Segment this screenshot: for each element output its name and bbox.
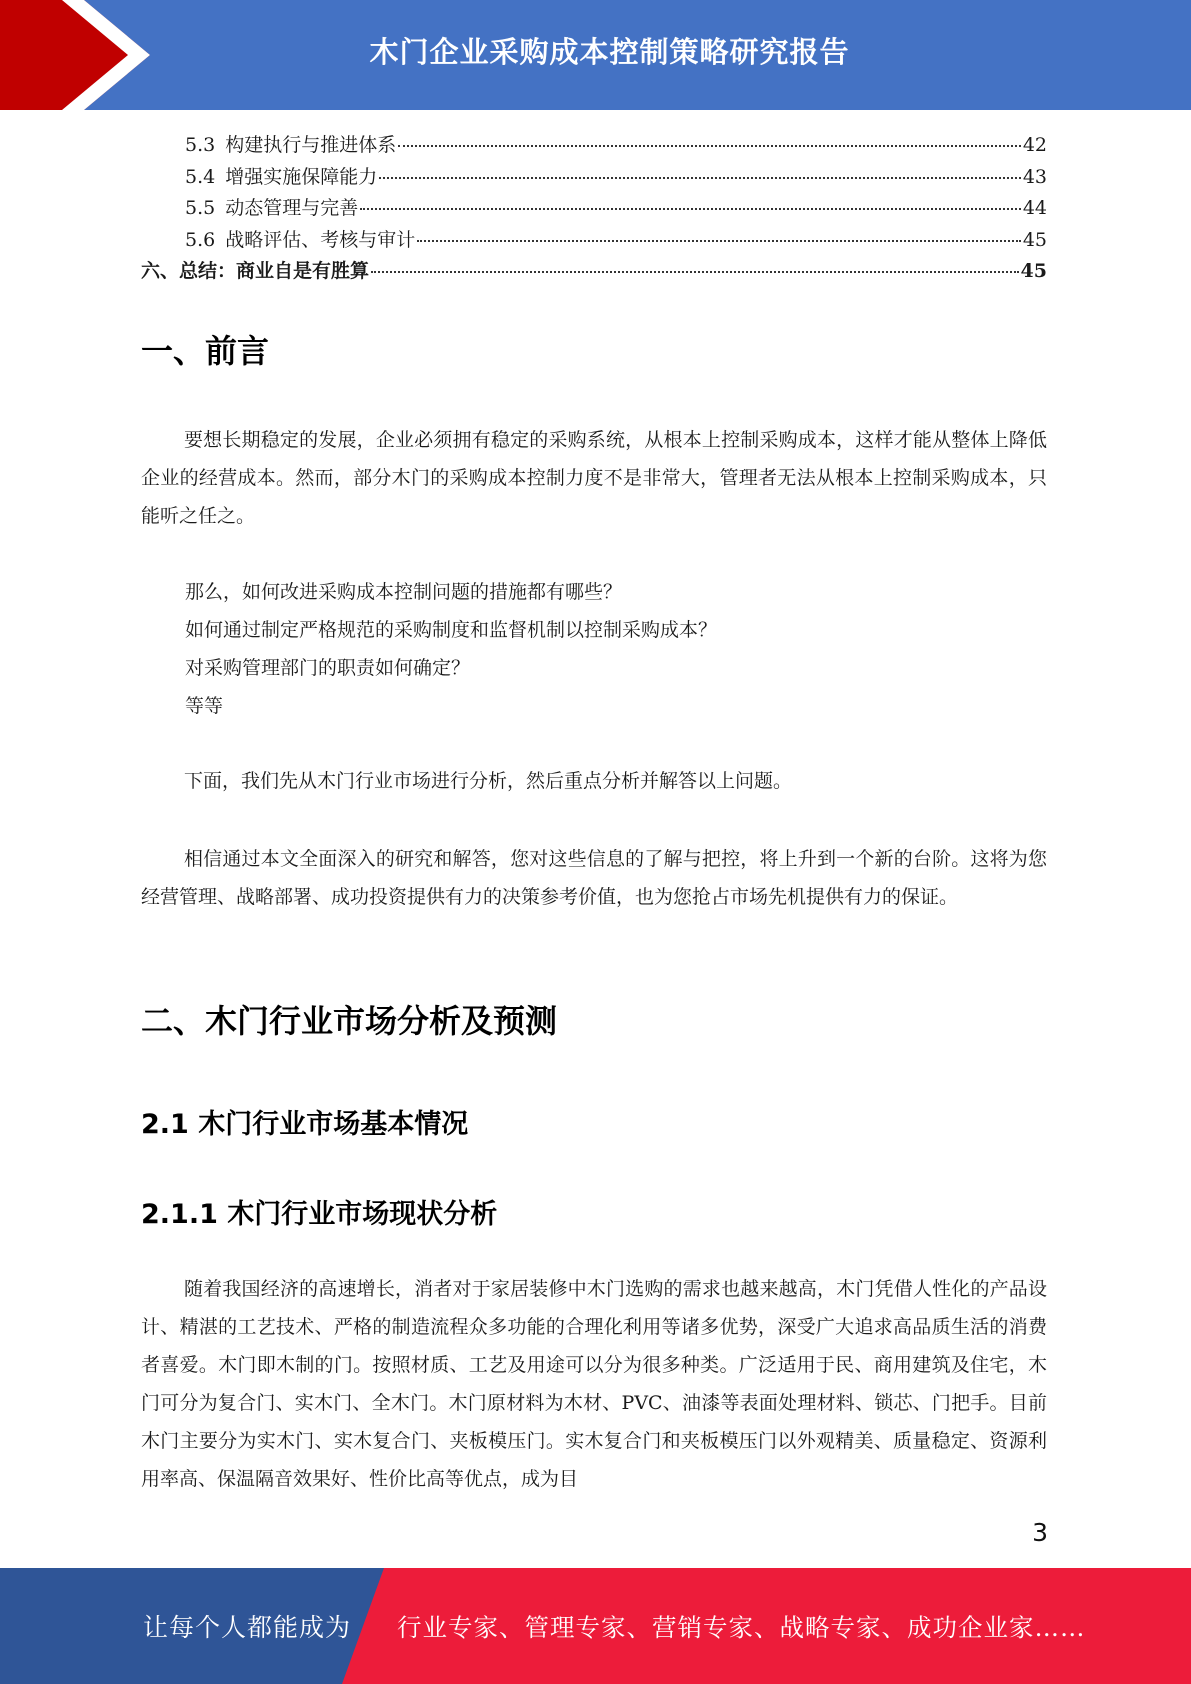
toc-entry-title: 战略评估、考核与审计 (225, 228, 416, 251)
footer-slogan: 让每个人都能成为 (143, 1613, 352, 1642)
toc-entry-title: 六、总结：商业自是有胜算 (141, 260, 370, 282)
subsection-heading: 2.1 木门行业市场基本情况 (141, 1109, 469, 1140)
toc-entry-title: 动态管理与完善 (225, 197, 359, 219)
toc-entry[interactable] (141, 256, 1047, 288)
question-list (185, 573, 717, 725)
toc-leader (398, 145, 1021, 147)
question-item: 那么，如何改进采购成本控制问题的措施都有哪些？ (185, 581, 623, 603)
toc-entry-page: 43 (1022, 165, 1047, 188)
toc-entry-number: 5.4 (185, 165, 216, 188)
header-title: 木门企业采购成本控制策略研究报告 (369, 34, 850, 69)
subsection-heading: 2.1.1 木门行业市场现状分析 (141, 1199, 498, 1230)
paragraph: 下面，我们先从木门行业市场进行分析，然后重点分析并解答以上问题。 (184, 770, 793, 792)
toc-entry-number: 5.5 (185, 197, 216, 219)
toc-leader (379, 177, 1021, 179)
toc-entry[interactable] (141, 193, 1047, 225)
question-item: 等等 (185, 695, 224, 717)
question-item: 对采购管理部门的职责如何确定？ (185, 657, 471, 679)
question-item: 如何通过制定严格规范的采购制度和监督机制以控制采购成本？ (185, 619, 718, 641)
toc-entry-number: 5.3 (185, 134, 216, 156)
toc-entry-number: 5.6 (185, 228, 216, 251)
paragraph: 相信通过本文全面深入的研究和解答，您对这些信息的了解与把控，将上升到一个新的台阶。这将为您经营管理、战略部署、成功投资提供有力的决策参考价值，也为您抢占市场先机提供有力的保证。 (141, 848, 1047, 908)
toc-entry[interactable] (141, 162, 1047, 194)
toc-entry-page: 42 (1022, 134, 1047, 156)
page-header (0, 0, 1191, 110)
toc-entry-page: 45 (1020, 260, 1047, 282)
toc-leader (417, 240, 1021, 242)
toc-leader (360, 208, 1021, 210)
paragraph: 随着我国经济的高速增长，消者对于家居装修中木门选购的需求也越来越高，木门凭借人性化的产品设计、精湛的工艺技术、严格的制造流程众多功能的合理化利用等诸多优势，深受广大追求高品质生活的消费者喜爱。木门即木制的门。按照材质、工艺及用途可以分为很多种类。广泛适用于民、商用建筑及住宅，木门可分为复合门、实木门、全木门。木门原材料为木材、PVC、油漆等表面处理材料、锁芯、门把手。目前木门主要分为实木门、实木复合门、夹板模压门。实木复合门和夹板模压门以外观精美、质量稳定、资源利用率高、保温隔音效果好、性价比高等优点，成为目 (141, 1278, 1047, 1490)
paragraph: 要想长期稳定的发展，企业必须拥有稳定的采购系统，从根本上控制采购成本，这样才能从整体上降低企业的经营成本。然而，部分木门的采购成本控制力度不是非常大，管理者无法从根本上控制采购成本，只能听之任之。 (141, 429, 1047, 527)
toc-leader (371, 271, 1019, 273)
page-footer (0, 1568, 1191, 1684)
toc-entry[interactable] (141, 225, 1047, 257)
toc-entry[interactable] (141, 130, 1047, 162)
table-of-contents (141, 130, 1047, 288)
toc-entry-page: 44 (1022, 197, 1047, 219)
toc-entry-title: 构建执行与推进体系 (225, 134, 397, 156)
footer-roles: 行业专家、管理专家、营销专家、战略专家、成功企业家…… (397, 1612, 1086, 1642)
section-heading: 二、木门行业市场分析及预测 (141, 1002, 558, 1040)
toc-entry-title: 增强实施保障能力 (225, 165, 378, 188)
section-heading: 一、前言 (141, 332, 270, 370)
toc-entry-page: 45 (1022, 228, 1047, 251)
page-number: 3 (1032, 1518, 1048, 1547)
